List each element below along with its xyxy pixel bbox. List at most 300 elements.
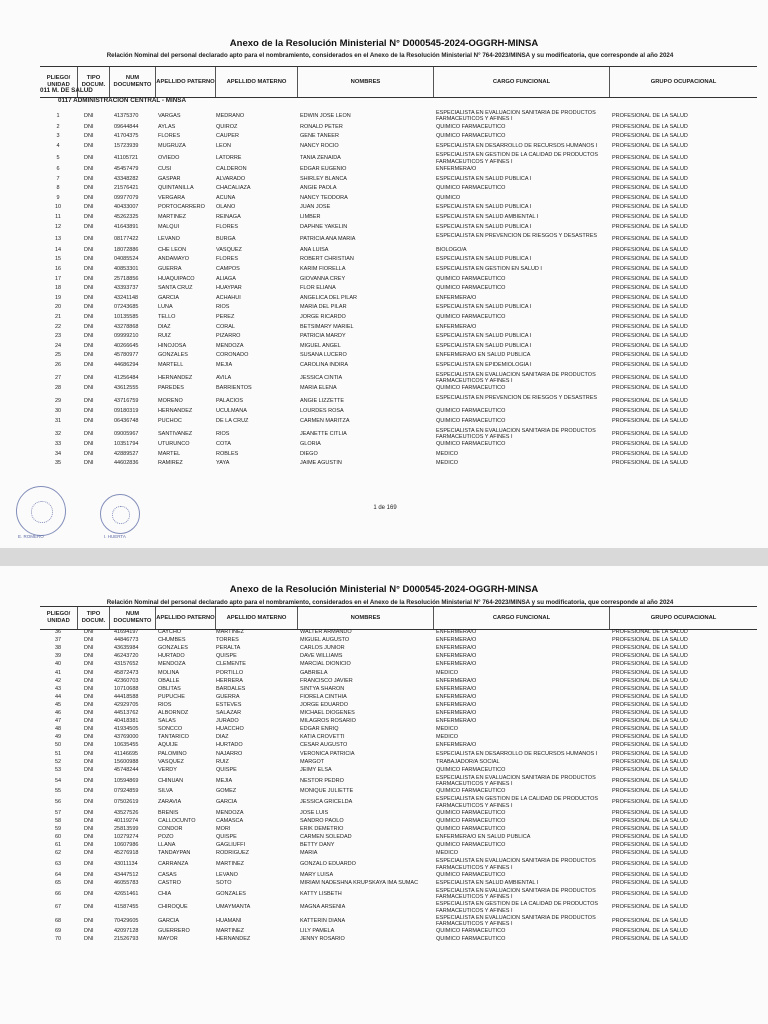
occupational-group: PROFESIONAL DE LA SALUD <box>612 362 688 368</box>
occupational-group: PROFESIONAL DE LA SALUD <box>612 256 688 263</box>
job-title: ESPECIALISTA EN EVALUACION SANITARIA DE PRODUCTOS FARMACEUTICOS Y AFINES I <box>436 427 596 440</box>
last-name-paternal: CASTRO <box>158 879 181 886</box>
row-number: 39 <box>54 653 62 660</box>
first-names: GONZALO EDUARDO <box>300 861 356 868</box>
occupational-group: PROFESIONAL DE LA SALUD <box>612 418 688 424</box>
occupational-group: PROFESIONAL DE LA SALUD <box>612 799 688 806</box>
job-title: QUIMICO FARMACEUTICO <box>436 842 506 849</box>
doc-number: 43393737 <box>114 285 139 292</box>
job-title: QUIMICO FARMACEUTICO <box>436 185 506 192</box>
job-title: QUIMICO FARMACEUTICO <box>436 314 506 320</box>
table-header-2 <box>40 606 757 630</box>
last-name-maternal: QUIROZ <box>216 123 238 130</box>
last-name-maternal: UMAYMANTA <box>216 904 251 911</box>
table-row <box>40 901 757 914</box>
last-name-maternal: ALIAGA <box>216 275 236 282</box>
row-number: 44 <box>54 693 62 700</box>
doc-type: DNI <box>84 879 94 886</box>
table-row <box>40 670 757 678</box>
document-page-2 <box>0 566 768 1024</box>
job-title: ESPECIALISTA EN SALUD PUBLICA I <box>436 342 532 349</box>
row-number: 54 <box>54 777 62 784</box>
doc-type: DNI <box>84 246 94 253</box>
row-number: 48 <box>54 726 62 733</box>
first-names: MIGUEL ANGEL <box>300 342 341 349</box>
doc-number: 44602836 <box>114 460 139 467</box>
job-title: ENFERMERA/O <box>436 645 477 652</box>
row-number: 30 <box>54 408 62 415</box>
occupational-group: PROFESIONAL DE LA SALUD <box>612 223 688 230</box>
doc-number: 41146695 <box>114 750 139 757</box>
row-number: 12 <box>54 223 62 230</box>
doc-number: 43635984 <box>114 645 139 652</box>
occupational-group: PROFESIONAL DE LA SALUD <box>612 879 688 886</box>
last-name-maternal: ROBLES <box>216 450 239 457</box>
doc-type: DNI <box>84 256 94 263</box>
col-tipo-2: TIPO DOCUM. <box>78 607 110 629</box>
col-grupo-2: GRUPO OCUPACIONAL <box>650 614 717 621</box>
occupational-group: PROFESIONAL DE LA SALUD <box>612 928 688 935</box>
doc-number: 40266645 <box>114 342 139 349</box>
occupational-group: PROFESIONAL DE LA SALUD <box>612 194 688 201</box>
last-name-paternal: SONCCO <box>158 726 183 733</box>
last-name-maternal: COTA <box>216 441 231 448</box>
doc-type: DNI <box>84 645 94 652</box>
job-title: ESPECIALISTA EN EVALUACION SANITARIA DE PRODUCTOS FARMACEUTICOS Y AFINES I <box>436 914 596 927</box>
table-row <box>40 686 757 694</box>
occupational-group: PROFESIONAL DE LA SALUD <box>612 788 688 795</box>
table-row <box>40 195 757 205</box>
last-name-maternal: BARRIENTOS <box>216 385 252 392</box>
last-name-maternal: PERALTA <box>216 645 241 652</box>
first-names: BETSIMARY MARIEL <box>300 323 354 330</box>
doc-number: 43348282 <box>114 175 139 182</box>
doc-type: DNI <box>84 304 94 311</box>
row-number: 65 <box>54 879 62 886</box>
stamp-caption: E. ROMERO <box>18 534 44 539</box>
doc-type: DNI <box>84 123 94 130</box>
doc-type: DNI <box>84 637 94 644</box>
last-name-maternal: YAYA <box>216 460 230 467</box>
last-name-maternal: ESTEVES <box>216 701 242 708</box>
job-title: BIOLOGO/A <box>436 246 467 253</box>
first-names: GLORIA <box>300 441 321 448</box>
last-name-paternal: MOLINA <box>158 669 180 676</box>
row-number: 68 <box>54 917 62 924</box>
first-names: SHIRLEY BLANCA <box>300 175 347 182</box>
row-number: 29 <box>54 397 62 404</box>
doc-type: DNI <box>84 408 94 415</box>
row-number: 8 <box>56 185 60 192</box>
doc-number: 42929705 <box>114 701 139 708</box>
doc-number: 40853301 <box>114 266 139 272</box>
occupational-group: PROFESIONAL DE LA SALUD <box>612 645 688 652</box>
doc-number: 15600988 <box>114 758 139 765</box>
occupational-group: PROFESIONAL DE LA SALUD <box>612 653 688 660</box>
official-seal-icon <box>16 486 66 536</box>
job-title: MEDICO <box>436 450 458 457</box>
last-name-paternal: CHE LEON <box>158 246 187 253</box>
job-title: QUIMICO FARMACEUTICO <box>436 123 506 130</box>
first-names: TANIA ZENAIDA <box>300 155 341 162</box>
doc-number: 41694197 <box>114 629 139 635</box>
doc-type: DNI <box>84 710 94 716</box>
table-row <box>40 343 757 353</box>
occupational-group: PROFESIONAL DE LA SALUD <box>612 825 688 832</box>
job-title: MEDICO <box>436 669 458 676</box>
last-name-paternal: MUGRUZA <box>158 142 186 149</box>
doc-number: 41934505 <box>114 726 139 733</box>
first-names: PATRICIA MARDY <box>300 333 346 340</box>
col-cargo-2: CARGO FUNCIONAL <box>434 607 610 629</box>
table-row <box>40 185 757 195</box>
doc-number: 10635455 <box>114 742 139 749</box>
row-number: 25 <box>54 352 62 359</box>
last-name-paternal: CHINUAN <box>158 777 184 784</box>
occupational-group: PROFESIONAL DE LA SALUD <box>612 460 688 467</box>
page-title-2: Anexo de la Resolución Ministerial N° D000545-2024-OGGRH-MINSA <box>229 584 539 595</box>
table-row <box>40 880 757 888</box>
last-name-paternal: MENDOZA <box>158 661 186 668</box>
last-name-paternal: GARCIA <box>158 294 180 301</box>
first-names: MARIA <box>300 850 318 857</box>
last-name-maternal: LATORRE <box>216 155 242 162</box>
last-name-paternal: QUINTANILLA <box>158 185 194 192</box>
table-row <box>40 233 757 247</box>
table-row <box>40 276 757 286</box>
doc-number: 06436748 <box>114 418 139 424</box>
doc-number: 41643891 <box>114 223 139 230</box>
row-number: 55 <box>54 788 62 795</box>
job-title: ESPECIALISTA EN PREVENCION DE RIESGOS Y DESASTRES <box>436 233 598 240</box>
job-title: QUIMICO FARMACEUTICO <box>436 441 506 448</box>
last-name-maternal: RODRIGUEZ <box>216 850 249 857</box>
row-number: 1 <box>56 113 60 119</box>
table-row <box>40 304 757 314</box>
table-row <box>40 915 757 928</box>
doc-number: 46055783 <box>114 879 139 886</box>
first-names: EDGAR ENRIQ <box>300 726 339 733</box>
occupational-group: PROFESIONAL DE LA SALUD <box>612 294 688 301</box>
last-name-maternal: MENDOZA <box>216 809 244 816</box>
last-name-paternal: HURTADO <box>158 653 185 660</box>
table-row <box>40 408 757 418</box>
job-title: ESPECIALISTA EN GESTION DE LA CALIDAD DE PRODUCTOS FARMACEUTICOS Y AFINES I <box>436 152 599 165</box>
row-number: 61 <box>54 842 62 849</box>
row-number: 17 <box>54 275 62 282</box>
occupational-group: PROFESIONAL DE LA SALUD <box>612 441 688 448</box>
table-row <box>40 818 757 826</box>
doc-number: 41704375 <box>114 133 139 140</box>
doc-type: DNI <box>84 441 94 448</box>
last-name-maternal: GAGLIUFFI <box>216 842 246 849</box>
doc-number: 15723939 <box>114 142 139 149</box>
last-name-maternal: RIOS <box>216 304 230 311</box>
doc-type: DNI <box>84 726 94 733</box>
table-row <box>40 810 757 818</box>
row-number: 33 <box>54 441 62 448</box>
occupational-group: PROFESIONAL DE LA SALUD <box>612 374 688 381</box>
table-row <box>40 204 757 214</box>
last-name-paternal: MARTELL <box>158 362 184 368</box>
last-name-maternal: QUISPE <box>216 653 237 660</box>
occupational-group: PROFESIONAL DE LA SALUD <box>612 185 688 192</box>
job-title: ENFERMERA/O <box>436 710 477 716</box>
row-number: 41 <box>54 669 62 676</box>
doc-number: 09999210 <box>114 333 139 340</box>
first-names: CESAR AUGUSTO <box>300 742 348 749</box>
job-title: ENFERMERA/O <box>436 653 477 660</box>
occupational-group: PROFESIONAL DE LA SALUD <box>612 710 688 716</box>
row-number: 47 <box>54 718 62 725</box>
doc-number: 43011134 <box>114 861 138 868</box>
last-name-paternal: UTURUNCO <box>158 441 190 448</box>
first-names: MARIA DEL PILAR <box>300 304 347 311</box>
occupational-group: PROFESIONAL DE LA SALUD <box>612 693 688 700</box>
first-names: ANA LUISA <box>300 246 329 253</box>
last-name-maternal: MARTINEZ <box>216 928 245 935</box>
last-name-maternal: CALDERON <box>216 166 247 172</box>
job-title: ESPECIALISTA EN EVALUACION SANITARIA DE PRODUCTOS FARMACEUTICOS Y AFINES I <box>436 371 596 384</box>
doc-type: DNI <box>84 834 94 840</box>
first-names: JOSE LUIS <box>300 809 329 816</box>
table-row <box>40 314 757 324</box>
job-title: ESPECIALISTA EN SALUD PUBLICA I <box>436 175 532 182</box>
last-name-paternal: POZO <box>158 834 174 840</box>
doc-number: 21526793 <box>114 936 139 943</box>
col-tipo: TIPO DOCUM. <box>78 67 110 97</box>
last-name-maternal: BARDALES <box>216 685 246 692</box>
first-names: KATTY LISBETH <box>300 890 342 897</box>
first-names: MICHAEL DIOGENES <box>300 710 355 716</box>
first-names: ANGELICA DEL PILAR <box>300 294 357 301</box>
occupational-group: PROFESIONAL DE LA SALUD <box>612 314 688 320</box>
last-name-paternal: CALLOCUNTO <box>158 817 196 824</box>
doc-number: 10710688 <box>114 685 139 692</box>
last-name-maternal: QUISPE <box>216 834 237 840</box>
stamp-caption-2: I. HUERTA <box>104 534 126 539</box>
first-names: MILAGROS ROSARIO <box>300 718 356 725</box>
occupational-group: PROFESIONAL DE LA SALUD <box>612 214 688 220</box>
row-number: 59 <box>54 825 62 832</box>
last-name-paternal: SALAS <box>158 718 176 725</box>
last-name-paternal: ZARAVIA <box>158 799 182 806</box>
first-names: MIRIAM NADESHNA KRUPSKAYA IMA SUMAC <box>300 879 419 886</box>
last-name-maternal: DIAZ <box>216 734 229 741</box>
row-number: 52 <box>54 758 62 765</box>
last-name-paternal: TANTARICO <box>158 734 189 741</box>
table-row <box>40 834 757 842</box>
last-name-paternal: SILVA <box>158 788 173 795</box>
first-names: MARGOT <box>300 758 325 765</box>
last-name-paternal: AQUIJE <box>158 742 178 749</box>
last-name-paternal: GONZALES <box>158 645 188 652</box>
table-row <box>40 888 757 901</box>
doc-type: DNI <box>84 266 94 272</box>
doc-number: 04085524 <box>114 256 139 263</box>
table-row <box>40 214 757 224</box>
doc-type: DNI <box>84 842 94 849</box>
occupational-group: PROFESIONAL DE LA SALUD <box>612 123 688 130</box>
doc-number: 21576421 <box>114 185 139 192</box>
last-name-maternal: ALVARADO <box>216 175 246 182</box>
occupational-group: PROFESIONAL DE LA SALUD <box>612 285 688 292</box>
last-name-maternal: FLORES <box>216 256 239 263</box>
signature-seal-icon <box>100 494 140 534</box>
first-names: JESSICA CINTIA <box>300 374 343 381</box>
table-row <box>40 661 757 669</box>
doc-type: DNI <box>84 861 94 868</box>
table-row <box>40 742 757 750</box>
first-names: SUSANA LUCERO <box>300 352 347 359</box>
doc-type: DNI <box>84 352 94 359</box>
first-names: WALTER ARMANDO <box>300 629 352 635</box>
doc-type: DNI <box>84 418 94 424</box>
job-title: ESPECIALISTA EN SALUD PUBLICA I <box>436 333 532 340</box>
table-row <box>40 629 757 637</box>
row-number: 58 <box>54 817 62 824</box>
doc-type: DNI <box>84 294 94 301</box>
row-number: 26 <box>54 362 62 368</box>
table-row <box>40 759 757 767</box>
table-row <box>40 678 757 686</box>
last-name-paternal: GUERRA <box>158 266 182 272</box>
job-title: QUIMICO FARMACEUTICO <box>436 809 506 816</box>
doc-number: 43157652 <box>114 661 139 668</box>
last-name-paternal: MORENO <box>158 397 183 404</box>
first-names: KATTERIN DIANA <box>300 917 346 924</box>
doc-type: DNI <box>84 742 94 749</box>
col-materno: APELLIDO MATERNO <box>216 67 298 97</box>
doc-number: 44686294 <box>114 362 139 368</box>
occupational-group: PROFESIONAL DE LA SALUD <box>612 842 688 849</box>
last-name-maternal: HERNANDEZ <box>216 936 251 943</box>
job-title: ESPECIALISTA EN SALUD PUBLICA I <box>436 204 532 211</box>
doc-number: 42097128 <box>114 928 139 935</box>
doc-number: 07502619 <box>114 799 139 806</box>
row-number: 42 <box>54 677 62 684</box>
first-names: MARIA ELENA <box>300 385 337 392</box>
table-row <box>40 694 757 702</box>
doc-type: DNI <box>84 214 94 220</box>
table-row <box>40 826 757 834</box>
doc-number: 70429605 <box>114 917 139 924</box>
occupational-group: PROFESIONAL DE LA SALUD <box>612 726 688 733</box>
first-names: MONIQUE JULIETTE <box>300 788 354 795</box>
job-title: ESPECIALISTA EN GESTION DE LA CALIDAD DE PRODUCTOS FARMACEUTICOS Y AFINES I <box>436 901 599 914</box>
job-title: ENFERMERA/O <box>436 742 477 749</box>
last-name-paternal: CHUMBES <box>158 637 186 644</box>
doc-type: DNI <box>84 155 94 162</box>
first-names: FIORELA CINTHIA <box>300 693 347 700</box>
doc-type: DNI <box>84 430 94 437</box>
job-title: ESPECIALISTA EN EVALUACION SANITARIA DE PRODUCTOS FARMACEUTICOS Y AFINES I <box>436 110 596 123</box>
first-names: CAROLINA INDIRA <box>300 362 348 368</box>
occupational-group: PROFESIONAL DE LA SALUD <box>612 352 688 359</box>
job-title: QUIMICO FARMACEUTICO <box>436 788 506 795</box>
doc-type: DNI <box>84 904 94 911</box>
job-title: ENFERMERA/O <box>436 693 477 700</box>
first-names: DAPHNE YAKELIN <box>300 223 348 230</box>
occupational-group: PROFESIONAL DE LA SALUD <box>612 817 688 824</box>
doc-number: 09977079 <box>114 194 139 201</box>
last-name-maternal: UCULMANA <box>216 408 247 415</box>
row-number: 66 <box>54 890 62 897</box>
table-row <box>40 788 757 796</box>
first-names: BETTY DANY <box>300 842 335 849</box>
last-name-paternal: ANDAMAYO <box>158 256 190 263</box>
doc-number: 41587455 <box>114 904 139 911</box>
occupational-group: PROFESIONAL DE LA SALUD <box>612 155 688 162</box>
row-number: 69 <box>54 928 62 935</box>
pliego-label: 011 M. DE SALUD <box>40 87 93 94</box>
occupational-group: PROFESIONAL DE LA SALUD <box>612 904 688 911</box>
job-title: ESPECIALISTA EN EVALUACION SANITARIA DE PRODUCTOS FARMACEUTICOS Y AFINES I <box>436 887 596 901</box>
page-title: Anexo de la Resolución Ministerial N° D000545-2024-OGGRH-MINSA <box>229 38 539 49</box>
last-name-paternal: PUCHOC <box>158 418 182 424</box>
row-number: 21 <box>54 314 62 320</box>
last-name-paternal: SANTA CRUZ <box>158 285 193 292</box>
last-name-maternal: LEVANO <box>216 871 238 878</box>
first-names: GENE TANEER <box>300 133 339 140</box>
doc-number: 41105721 <box>114 155 139 162</box>
last-name-paternal: DIAZ <box>158 323 171 330</box>
row-number: 28 <box>54 385 62 392</box>
table-row <box>40 842 757 850</box>
last-name-paternal: CARRANZA <box>158 861 189 868</box>
last-name-paternal: LUNA <box>158 304 173 311</box>
doc-number: 41375370 <box>114 113 139 119</box>
job-title: QUIMICO FARMACEUTICO <box>436 825 506 832</box>
job-title: ENFERMERA/O <box>436 323 477 330</box>
doc-type: DNI <box>84 677 94 684</box>
occupational-group: PROFESIONAL DE LA SALUD <box>612 750 688 757</box>
doc-number: 10135585 <box>114 314 139 320</box>
table-row <box>40 702 757 710</box>
row-number: 27 <box>54 374 62 381</box>
doc-number: 09644844 <box>114 123 139 130</box>
last-name-paternal: PORTOCARRERO <box>158 204 205 211</box>
first-names: FLOR ELIANA <box>300 285 336 292</box>
last-name-maternal: CHACALIAZA <box>216 185 251 192</box>
doc-type: DNI <box>84 685 94 692</box>
last-name-paternal: OBALLE <box>158 677 180 684</box>
table-row <box>40 295 757 305</box>
last-name-maternal: MARTINEZ <box>216 629 245 635</box>
occupational-group: PROFESIONAL DE LA SALUD <box>612 266 688 272</box>
table-row <box>40 385 757 395</box>
last-name-paternal: BRENIS <box>158 809 179 816</box>
table-row <box>40 872 757 880</box>
first-names: NESTOR PEDRO <box>300 777 344 784</box>
job-title: ESPECIALISTA EN EVALUACION SANITARIA DE PRODUCTOS FARMACEUTICOS Y AFINES I <box>436 774 596 788</box>
doc-number: 43716759 <box>114 397 139 404</box>
row-number: 11 <box>55 214 61 220</box>
job-title: TRABAJADOR/A SOCIAL <box>436 758 500 765</box>
row-number: 56 <box>54 799 62 806</box>
last-name-paternal: VERGARA <box>158 194 185 201</box>
col-nombres: NOMBRES <box>298 67 434 97</box>
first-names: MARY LUISA <box>300 871 334 878</box>
doc-type: DNI <box>84 871 94 878</box>
row-number: 14 <box>54 246 62 253</box>
last-name-maternal: CORAL <box>216 323 235 330</box>
job-title: ESPECIALISTA EN GESTION DE LA CALIDAD DE PRODUCTOS FARMACEUTICOS Y AFINES I <box>436 796 599 809</box>
doc-type: DNI <box>84 850 94 857</box>
col-cargo: CARGO FUNCIONAL <box>434 67 610 97</box>
last-name-paternal: HUAQUIPACO <box>158 275 195 282</box>
first-names: JESSICA GRICELDA <box>300 799 353 806</box>
